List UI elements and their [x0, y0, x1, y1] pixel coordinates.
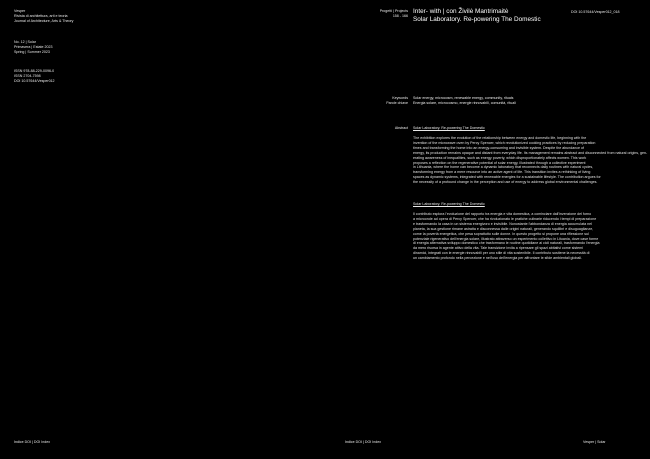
- abstract-line: transforming energy from a mere resource into an active agent of life. This transition invites a rethinking of living: [413, 170, 591, 175]
- journal-doi: DOI 10.57644/Vesper012: [14, 78, 55, 83]
- issue-number: No. 12 | Solar: [14, 40, 36, 44]
- footer-left: Indice DOI | DOI Index: [14, 440, 51, 444]
- article-doi: DOI 10.57644/Vesper012_018: [571, 10, 620, 14]
- abstract-text-en: [413, 136, 647, 185]
- abstract-line: potenziale rigenerativo dell'energia solare, illustrato attraverso un esperimento collettivo in Lituania, dove case forme: [413, 236, 599, 241]
- keywords-label-en: Keywords: [392, 96, 408, 100]
- keywords-labels: [340, 96, 408, 106]
- issn-info: [14, 69, 55, 83]
- page-range: 158 - 166: [392, 13, 408, 18]
- article-title-line1: Inter- with | con Živilė Mantrimaitė: [413, 8, 509, 15]
- abstract-line: The exhibition explores the evolution of the relationship between energy and domestic life, beginning with the: [413, 136, 587, 140]
- abstract-line: come la povertà energetica, che pesa soprattutto sulle donne. In questo progetto si propone una riflessione sul: [413, 231, 589, 236]
- keywords-values: [413, 96, 516, 106]
- abstract-line: un cambiamento profondo nella percezione e nell'uso dell'energia per affrontare le sfide ambientali globali.: [413, 256, 582, 261]
- abstract-line: the necessity of a profound change in the perception and use of energy to address global environmental challenges.: [413, 180, 598, 185]
- abstract-line: e trasformando la casa in un sistema energivoro e invisibile. Nonostante l'abbondanza di energia accumulata nel: [413, 221, 592, 226]
- abstract-line: proposes a reflection on the regenerative potential of solar energy, illustrated through a collective experiment: [413, 160, 586, 165]
- issn-online: ISSN 2704-7598: [14, 73, 41, 78]
- abstract-text-it: [413, 212, 599, 261]
- keywords-value-it: Energia solare, microcosmo, energie rinnovabili, comunità, rituali: [413, 100, 516, 105]
- section-info: [340, 9, 408, 19]
- journal-title: Vesper: [14, 9, 26, 13]
- article-title: [413, 8, 541, 24]
- footer-center: Indice DOI | DOI Index: [345, 440, 382, 444]
- abstract-line: Il contributo esplora l'evoluzione del rapporto tra energia e vita domestica, a cominciare dall'invenzione del forno: [413, 212, 592, 216]
- abstract-heading-en: Solar Laboratory. Re-powering The Domestic: [413, 126, 485, 130]
- abstract-line: energy, its production remains opaque and distant from everyday life. Its management remains abstract and disconnected from natural origins, gen-: [413, 150, 648, 155]
- footer-right: Vesper | Solar: [583, 440, 606, 444]
- article-title-line2: Solar Laboratory. Re-powering The Domestic: [413, 16, 541, 23]
- section-label: Progetti | Projects: [379, 9, 408, 13]
- abstract-label: Abstract: [394, 126, 408, 130]
- issn-print: ISSN 978-88-229-0096-0: [14, 69, 55, 73]
- issue-info: [14, 40, 53, 54]
- abstract-line: di energia alternativa sviluppo domestico che trasformano le routine quotidiane ai cicli naturali, trasformando l'energia: [413, 241, 600, 246]
- keywords-value-en: Solar energy, microcosm, renewable energy, community, rituals: [413, 96, 514, 100]
- journal-subtitle: Rivista di architettura, arti e teoria: [14, 13, 68, 18]
- abstract-heading-it: Solar Laboratory. Re-powering The Domestic: [413, 202, 485, 206]
- abstract-line: spaces as dynamic systems, integrated with renewable energies for a sustainable lifestyle. The contribution argues for: [413, 175, 601, 180]
- abstract-line: a microonde ad opera di Percy Spencer, che ha rivoluzionato le pratiche culinarie riducendo i tempi di preparazione: [413, 216, 597, 221]
- keywords-label-it: Parole chiave: [386, 100, 408, 105]
- abstract-line: invention of the microwave oven by Percy Spencer, which revolutionized cooking practices by reducing preparation: [413, 140, 596, 145]
- abstract-line: da mero risorsa in agente attivo della vita. Tale transizione invita a ripensare gli spazi abitativi come sistemi: [413, 246, 583, 251]
- left-header: [14, 9, 73, 23]
- abstract-line: erating awareness of inequalities, such as energy poverty, which disproportionately affects women. This work: [413, 155, 587, 160]
- abstract-line: pianeta, la sua gestione rimane astratta e disconnessa dalle origini naturali, generando squilibri e disuguaglianze,: [413, 226, 594, 231]
- issue-season-en: Spring | Summer 2023: [14, 49, 50, 54]
- issue-season-it: Primavera | Estate 2023: [14, 44, 53, 49]
- abstract-line: times and transforming the home into an energy-consuming and invisible system. Despite the abundance of: [413, 145, 584, 150]
- abstract-line: dinamici, integrati con le energie rinnovabili per uno stile di vita sostenibile. Il contributo sostiene la necessità di: [413, 251, 590, 256]
- journal-subtitle-en: Journal of Architecture, Arts & Theory: [14, 18, 74, 23]
- abstract-line: in Lithuania, where the home can become a dynamic laboratory that reconnects daily routines with natural cycles,: [413, 165, 594, 170]
